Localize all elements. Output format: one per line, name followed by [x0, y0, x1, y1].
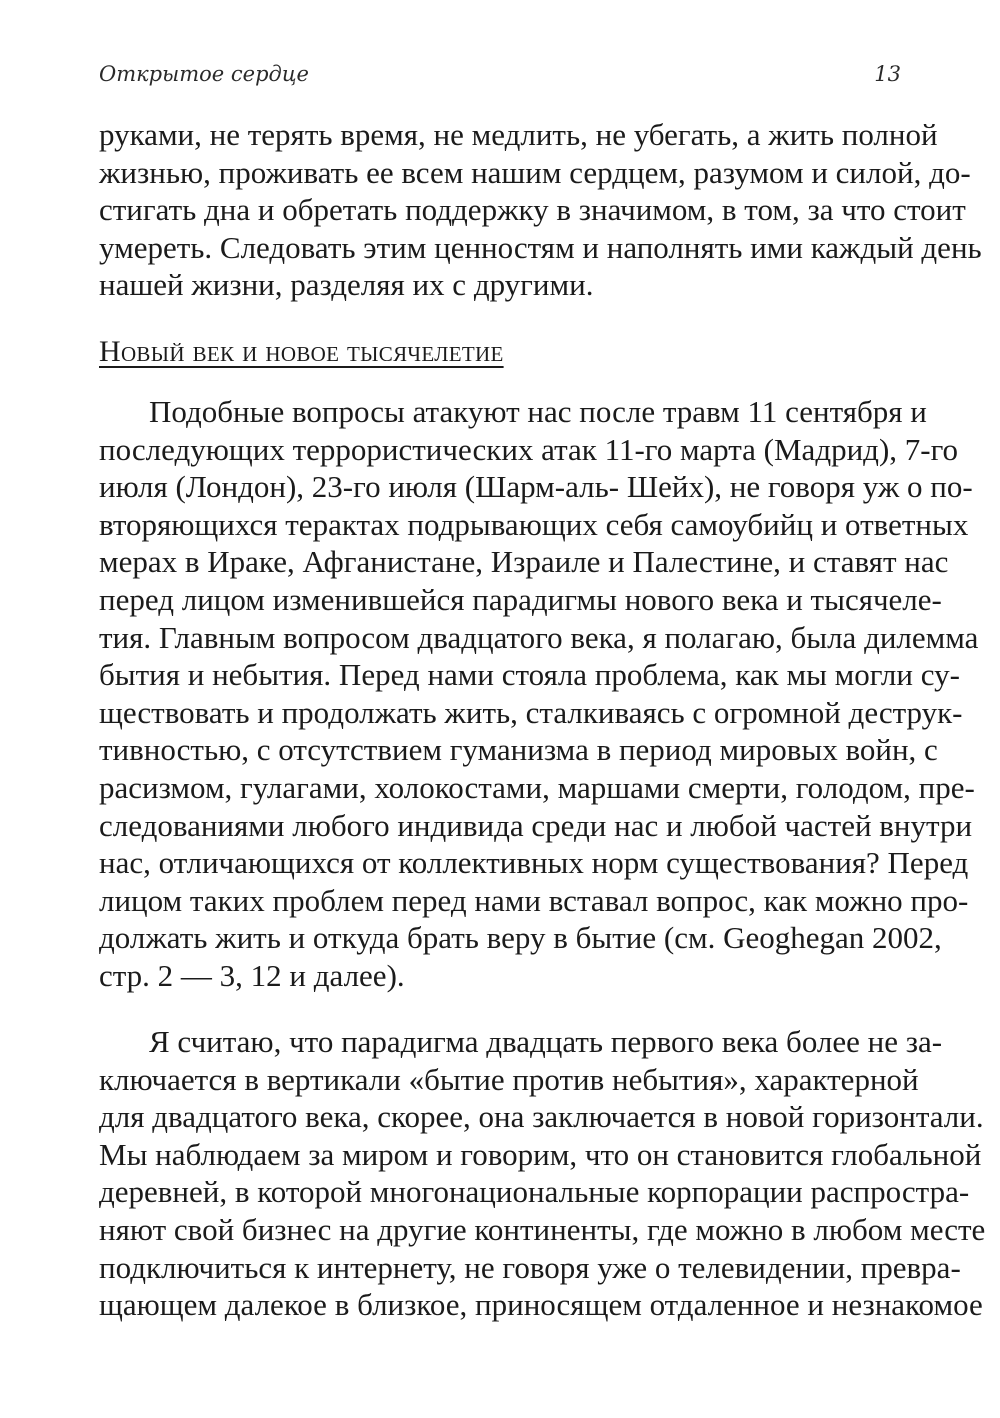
text-line: лицом таких проблем перед нами вставал вопрос, как можно про- — [99, 882, 969, 918]
text-line: няют свой бизнес на другие континенты, где можно в любом месте — [99, 1211, 986, 1247]
text-line: щающем далекое в близкое, приносящем отдаленное и незнакомое — [99, 1287, 983, 1323]
paragraph-paradigm — [99, 1023, 986, 1324]
text-line: перед лицом изменившейся парадигмы нового века и тысячеле- — [99, 581, 942, 617]
text-line: тия. Главным вопросом двадцатого века, я полагаю, была дилемма — [99, 619, 979, 655]
text-line: нашей жизни, разделяя их с другими. — [99, 267, 594, 303]
paragraph-continued — [99, 116, 982, 304]
text-line: бытия и небытия. Перед нами стояла проблема, как мы могли су- — [99, 657, 960, 693]
text-line: июля (Лондон), 23-го июля (Шарм-аль- Шейх), не говоря уж о по- — [99, 469, 973, 505]
text-line: нас, отличающихся от коллективных норм существования? Перед — [99, 845, 969, 881]
text-line: жизнью, проживать ее всем нашим сердцем, разумом и силой, до- — [99, 154, 971, 190]
text-line: мерах в Ираке, Афганистане, Израиле и Палестине, и ставят нас — [99, 544, 949, 580]
text-line: должать жить и откуда брать веру в бытие (см. Geoghegan 2002, — [99, 920, 942, 956]
text-line: последующих террористических атак 11-го марта (Мадрид), 7-го — [99, 431, 959, 467]
text-line: Мы наблюдаем за миром и говорим, что он становится глобальной — [99, 1136, 982, 1172]
text-line: ществовать и продолжать жить, сталкиваясь с огромной деструк- — [99, 694, 963, 730]
text-line: подключиться к интернету, не говоря уже о телевидении, превра- — [99, 1249, 961, 1285]
text-line: стигать дна и обретать поддержку в значимом, в том, за что стоит — [99, 192, 966, 228]
text-line: следованиями любого индивида среди нас и любой частей внутри — [99, 807, 973, 843]
text-line: для двадцатого века, скорее, она заключается в новой горизонтали. — [99, 1099, 984, 1135]
text-line: деревней, в которой многонациональные корпорации распростра- — [99, 1174, 970, 1210]
text-line: Я считаю, что парадигма двадцать первого века более не за- — [149, 1024, 943, 1059]
section-heading: Новый век и новое тысячелетие — [99, 335, 504, 368]
text-line: стр. 2 — 3, 12 и далее). — [99, 957, 405, 993]
text-line: Подобные вопросы атакуют нас после травм 11 сентября и — [149, 394, 927, 429]
text-line: руками, не терять время, не медлить, не убегать, а жить полной — [99, 117, 938, 152]
running-head-title: Открытое сердце — [99, 62, 309, 86]
text-line: тивностью, с отсутствием гуманизма в период мировых войн, с — [99, 732, 938, 768]
text-line: умереть. Следовать этим ценностям и наполнять ими каждый день — [99, 229, 982, 265]
paragraph-new-century — [99, 393, 979, 995]
text-line: ключается в вертикали «бытие против небытия», характерной — [99, 1061, 919, 1097]
text-line: вторяющихся терактах подрывающих себя самоубийц и ответных — [99, 506, 969, 542]
page-number: 13 — [874, 62, 901, 86]
text-line: расизмом, гулагами, холокостами, маршами смерти, голодом, пре- — [99, 769, 975, 805]
